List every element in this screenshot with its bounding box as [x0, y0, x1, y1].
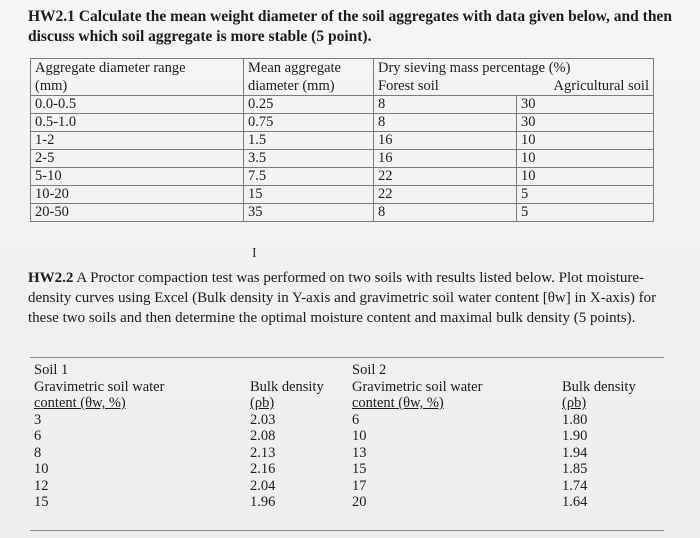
soil2-bulk-value: 1.64	[562, 494, 588, 510]
soil2-water-value: 13	[352, 444, 367, 461]
hw22-question	[28, 268, 678, 328]
cell-mean: 0.75	[244, 114, 374, 132]
table-top-rule	[30, 357, 664, 358]
soil1-water-header-1: Gravimetric soil water	[34, 378, 165, 395]
hw22-number: HW2.2	[28, 270, 74, 286]
hw21-text: Calculate the mean weight diameter of the soil aggregates with data given below, and then discuss which soil aggregate is more stable (5 point).	[28, 8, 672, 45]
soil1-water-value: 15	[34, 494, 49, 510]
cell-forest: 8	[374, 114, 517, 132]
soil1-bulk-value: 2.03	[250, 411, 276, 428]
cell-forest: 22	[374, 186, 517, 204]
hw21-question	[28, 7, 678, 47]
cell-range: 0.0-0.5	[31, 96, 244, 114]
cell-mean: 7.5	[244, 168, 374, 186]
text-cursor: I	[252, 246, 257, 261]
cell-mean: 1.5	[244, 132, 374, 150]
soil1-bulk-value: 1.96	[250, 494, 276, 510]
hw22-text: A Proctor compaction test was performed on two soils with results listed below. Plot moisture-density curves using Excel (Bulk density in Y-axis and gravimetric soil water content [θw] in X-axis) for these two soils and then determine the optimal moisture content and maximal bulk density (5 points).	[28, 270, 657, 326]
cell-forest: 8	[374, 96, 517, 114]
header-aggregate-range: Aggregate diameter range (mm)	[31, 59, 244, 96]
soil1-water-value: 10	[34, 461, 49, 477]
soil1-bulk-value: 2.04	[250, 477, 276, 494]
header-dry-sieving: Dry sieving mass percentage (%)	[374, 59, 654, 78]
soil1-water-header-2: content (θw, %)	[34, 395, 126, 411]
soil1-water-value: 12	[34, 477, 49, 494]
soil2-water-header-1: Gravimetric soil water	[352, 378, 483, 395]
soil2-water-value: 15	[352, 461, 367, 477]
cell-agri: 10	[517, 150, 654, 168]
soil1-water-column	[34, 362, 164, 511]
soil2-bulk-value: 1.74	[562, 477, 588, 494]
hw21-number: HW2.1	[28, 8, 75, 25]
cell-range: 2-5	[31, 150, 244, 168]
soil1-bulk-value: 2.16	[250, 461, 276, 477]
soil2-bulk-value: 1.94	[562, 444, 588, 461]
soil1-water-value: 8	[34, 444, 42, 461]
soil2-water-value: 17	[352, 477, 367, 494]
cell-agri: 10	[517, 132, 654, 150]
table-row	[31, 96, 654, 114]
table-row	[31, 150, 654, 168]
cell-range: 20-50	[31, 204, 244, 222]
soil1-bulk-header-2: (ρb)	[250, 395, 275, 411]
cell-forest: 8	[374, 204, 517, 222]
soil2-water-value: 6	[352, 411, 360, 428]
soil2-water-column	[352, 362, 482, 511]
soil2-label: Soil 2	[352, 362, 387, 378]
soil1-water-value: 6	[34, 428, 42, 444]
soil2-bulk-header-2: (ρb)	[562, 395, 587, 411]
table-row	[31, 186, 654, 204]
table-row	[31, 132, 654, 150]
table-row	[31, 168, 654, 186]
cell-forest: 16	[374, 150, 517, 168]
cell-mean: 0.25	[244, 96, 374, 114]
header-agricultural-soil: Agricultural soil	[517, 77, 654, 96]
soil2-bulk-header-1: Bulk density	[562, 378, 636, 395]
soil2-bulk-column	[562, 362, 636, 511]
header-forest-soil: Forest soil	[374, 77, 517, 96]
cell-mean: 3.5	[244, 150, 374, 168]
cell-range: 0.5-1.0	[31, 114, 244, 132]
soil1-label: Soil 1	[34, 362, 69, 378]
soil1-bulk-value: 2.08	[250, 428, 276, 444]
soil1-bulk-value: 2.13	[250, 444, 276, 461]
soil2-bulk-value: 1.80	[562, 411, 588, 428]
soil1-bulk-header-1: Bulk density	[250, 378, 324, 395]
cell-forest: 22	[374, 168, 517, 186]
cell-mean: 35	[244, 204, 374, 222]
cell-range: 10-20	[31, 186, 244, 204]
table-row	[31, 204, 654, 222]
soil2-bulk-value: 1.85	[562, 461, 588, 477]
cell-agri: 30	[517, 114, 654, 132]
cell-agri: 5	[517, 204, 654, 222]
soil2-bulk-value: 1.90	[562, 428, 588, 444]
soil2-water-value: 10	[352, 428, 367, 444]
aggregate-table	[30, 58, 654, 222]
cell-range: 1-2	[31, 132, 244, 150]
table-bottom-rule	[30, 530, 664, 531]
cell-agri: 5	[517, 186, 654, 204]
cell-agri: 30	[517, 96, 654, 114]
cell-forest: 16	[374, 132, 517, 150]
soil2-water-value: 20	[352, 494, 367, 510]
soil2-water-header-2: content (θw, %)	[352, 395, 444, 411]
soil1-bulk-column	[250, 362, 324, 511]
cell-agri: 10	[517, 168, 654, 186]
header-mean-diameter: Mean aggregate diameter (mm)	[244, 59, 374, 96]
table-row	[31, 114, 654, 132]
cell-mean: 15	[244, 186, 374, 204]
soil1-water-value: 3	[34, 411, 42, 428]
cell-range: 5-10	[31, 168, 244, 186]
